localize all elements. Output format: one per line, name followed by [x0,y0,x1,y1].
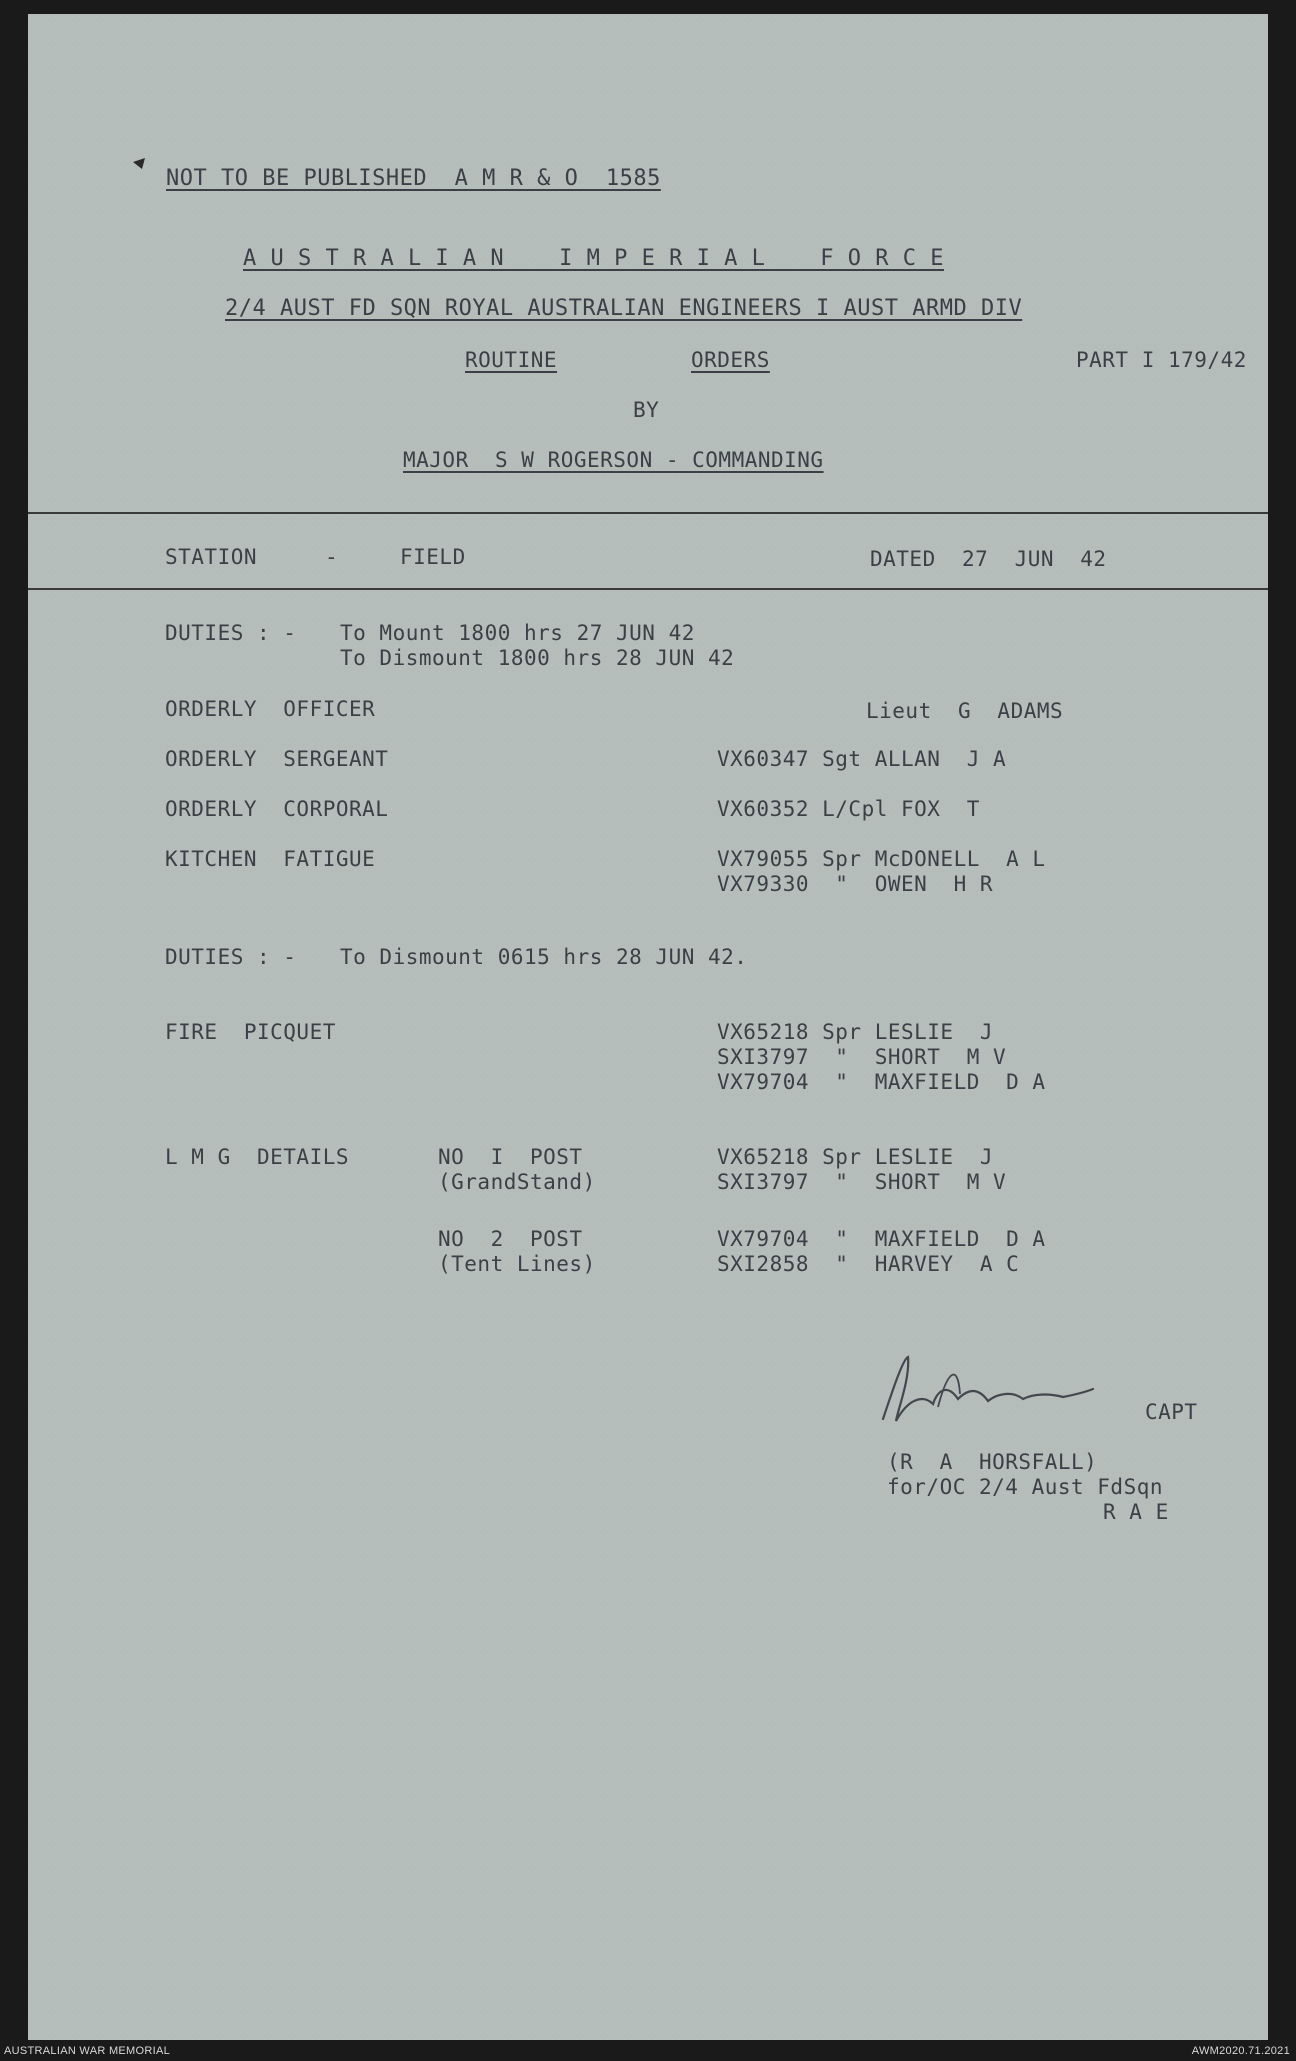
signature-for: for/OC 2/4 Aust FdSqn [887,1475,1164,1499]
station-value: FIELD [400,545,466,569]
duty-name: VX65218 Spr LESLIE J [717,1020,994,1044]
duty-name: VX65218 Spr LESLIE J [717,1145,994,1169]
duty-name: VX79704 " MAXFIELD D A [717,1070,1046,1094]
station-label: STATION [165,545,258,569]
post-place: (GrandStand) [438,1170,596,1194]
duty-name: SXI3797 " SHORT M V [717,1170,1007,1194]
unit-title: 2/4 AUST FD SQN ROYAL AUSTRALIAN ENGINEERS I AUST ARMD DIV [225,296,1023,321]
signature-rank: CAPT [1145,1400,1198,1424]
duty-name: VX79055 Spr McDONELL A L [717,847,1046,871]
dismount-time: To Dismount 0615 hrs 28 JUN 42. [340,945,748,969]
post-label: NO I POST [438,1145,583,1169]
duty-name: VX60347 Sgt ALLAN J A [717,747,1007,771]
signature-icon [878,1349,1138,1439]
post-label: NO 2 POST [438,1227,583,1251]
post-place: (Tent Lines) [438,1252,596,1276]
duty-name: VX79704 " MAXFIELD D A [717,1227,1046,1251]
duties-label: DUTIES : - [165,945,297,969]
footer-credit: AUSTRALIAN WAR MEMORIAL [4,2045,171,2057]
dismount-time: To Dismount 1800 hrs 28 JUN 42 [340,646,735,670]
duties-label: DUTIES : - [165,621,297,645]
orders-label: ORDERS [691,348,770,372]
top-divider [28,512,1268,514]
duty-role: ORDERLY CORPORAL [165,797,389,821]
duty-name: VX60352 L/Cpl FOX T [717,797,980,821]
part-number: PART I 179/42 [1076,348,1247,372]
commander-line: MAJOR S W ROGERSON - COMMANDING [403,448,824,472]
bottom-divider [28,588,1268,590]
duty-name: VX79330 " OWEN H R [717,872,994,896]
lmg-role: L M G DETAILS [165,1145,350,1169]
footer-accession: AWM2020.71.2021 [1191,2045,1290,2057]
station-dash: - [325,545,339,569]
ink-mark-icon [132,156,146,170]
by-label: BY [633,398,660,422]
signature-corps: R A E [1103,1500,1169,1524]
duty-name: SXI3797 " SHORT M V [717,1045,1007,1069]
duty-name: Lieut G ADAMS [866,699,1064,723]
document-page [28,14,1268,2040]
mount-time: To Mount 1800 hrs 27 JUN 42 [340,621,695,645]
routine-label: ROUTINE [465,348,558,372]
duty-role: KITCHEN FATIGUE [165,847,376,871]
duty-name: SXI2858 " HARVEY A C [717,1252,1020,1276]
force-title: A U S T R A L I A N I M P E R I A L F O R C E [243,246,945,271]
duty-role: ORDERLY SERGEANT [165,747,389,771]
signature-name: (R A HORSFALL) [887,1450,1098,1474]
restriction-line: NOT TO BE PUBLISHED A M R & O 1585 [166,166,661,191]
dated-line: DATED 27 JUN 42 [870,547,1107,571]
fire-picquet-role: FIRE PICQUET [165,1020,336,1044]
duty-role: ORDERLY OFFICER [165,697,376,721]
